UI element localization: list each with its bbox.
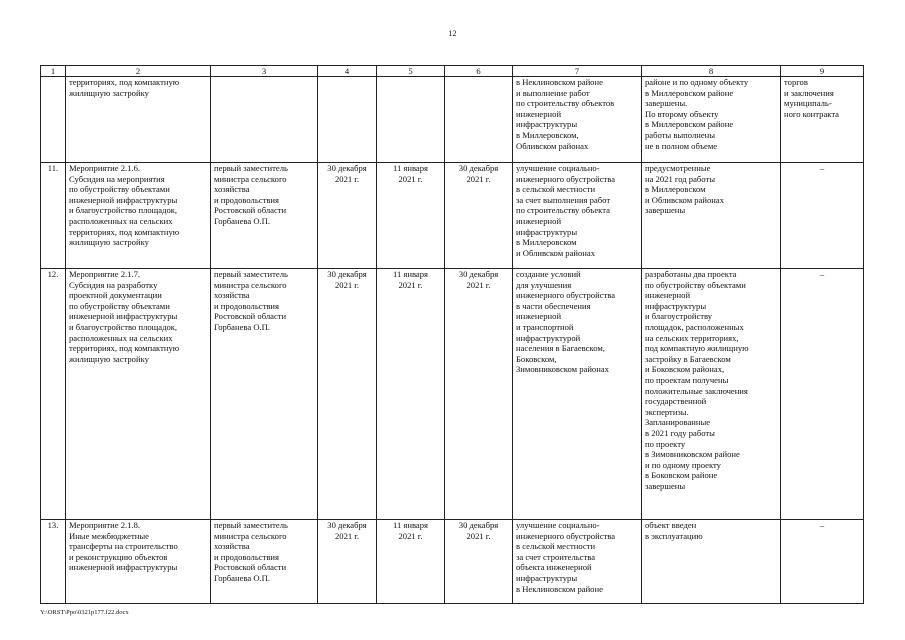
end-date-cell [445,77,513,163]
note-cell: торгов и заключения муниципаль- ного контракта [781,77,864,163]
row-number: 13. [41,520,66,604]
planned-date-cell: 30 декабря 2021 г. [318,269,377,520]
planned-date-cell: 30 декабря 2021 г. [318,520,377,604]
activity-cell: Мероприятие 2.1.8. Иные межбюджетные трансферты на строительство и реконструкцию объектов инженерной инфраструктуры [66,520,211,604]
table-row [41,77,864,163]
start-date-cell: 11 января 2021 г. [377,520,445,604]
column-number: 6 [445,66,513,77]
actual-result-cell: районе и по одному объекту в Миллеровском районе завершены. По второму объекту в Миллеровском районе работы выполнены не в полном объеме [642,77,781,163]
end-date-cell: 30 декабря 2021 г. [445,269,513,520]
expected-result-cell: улучшение социально- инженерного обустройства в сельской местности за счет выполнения работ по строительству объекта инженерной инфраструктуры в Миллеровском и Обливском районах [513,163,642,269]
note-cell: – [781,269,864,520]
row-number: 12. [41,269,66,520]
column-number: 9 [781,66,864,77]
expected-result-cell: создание условий для улучшения инженерного обустройства в части обеспечения инженерной и транспортной инфраструктурой населения в Багаевском, Боковском, Зимовниковском районах [513,269,642,520]
actual-result-cell: разработаны два проекта по обустройству объектами инженерной инфраструктуры и благоустройству площадок, расположенных на сельских территориях, под компактную жилищную застройку в Багаевском и Боковском районах, по проектам получены положительные заключения государственной экспертизы. Запланированные в 2021 году работы по проекту в Зимовниковском районе и по одному проекту в Боковском районе завершены [642,269,781,520]
table-row [41,269,864,520]
executor-cell: первый заместитель министра сельского хозяйства и продовольствия Ростовской области Горбанева О.П. [211,269,318,520]
expected-result-cell: улучшение социально- инженерного обустройства в сельской местности за счет строительства объекта инженерной инфраструктуры в Неклиновском районе [513,520,642,604]
row-number: 11. [41,163,66,269]
file-path-footer: Y:\ORST\Ppo\0321p177.f22.docx [40,609,129,616]
expected-result-cell: в Неклиновском районе и выполнение работ по строительству объектов инженерной инфраструктуры в Миллеровском, Обливском районах [513,77,642,163]
executor-cell: первый заместитель министра сельского хозяйства и продовольствия Ростовской области Горбанева О.П. [211,520,318,604]
actual-result-cell: объект введен в эксплуатацию [642,520,781,604]
activity-cell: Мероприятие 2.1.6. Субсидия на мероприятия по обустройству объектами инженерной инфраструктуры и благоустройство площадок, расположенных на сельских территориях, под компактную жилищную застройку [66,163,211,269]
end-date-cell: 30 декабря 2021 г. [445,163,513,269]
column-number: 3 [211,66,318,77]
column-number-row [41,66,864,77]
actual-result-cell: предусмотренные на 2021 год работы в Миллеровском и Обливском районах завершены [642,163,781,269]
column-number: 1 [41,66,66,77]
start-date-cell: 11 января 2021 г. [377,269,445,520]
executor-cell: первый заместитель министра сельского хозяйства и продовольствия Ростовской области Горбанева О.П. [211,163,318,269]
note-cell: – [781,520,864,604]
table-row [41,163,864,269]
planned-date-cell: 30 декабря 2021 г. [318,163,377,269]
page-number: 12 [448,29,457,38]
end-date-cell: 30 декабря 2021 г. [445,520,513,604]
note-cell: – [781,163,864,269]
column-number: 5 [377,66,445,77]
report-table [40,65,864,604]
row-number [41,77,66,163]
column-number: 7 [513,66,642,77]
activity-cell: территориях, под компактную жилищную застройку [66,77,211,163]
column-number: 2 [66,66,211,77]
start-date-cell: 11 января 2021 г. [377,163,445,269]
column-number: 4 [318,66,377,77]
activity-cell: Мероприятие 2.1.7. Субсидия на разработку проектной документации по обустройству объектами инженерной инфраструктуры и благоустройство площадок, расположенных на сельских территориях, под компактную жилищную застройку [66,269,211,520]
table-row [41,520,864,604]
start-date-cell [377,77,445,163]
executor-cell [211,77,318,163]
column-number: 8 [642,66,781,77]
planned-date-cell [318,77,377,163]
